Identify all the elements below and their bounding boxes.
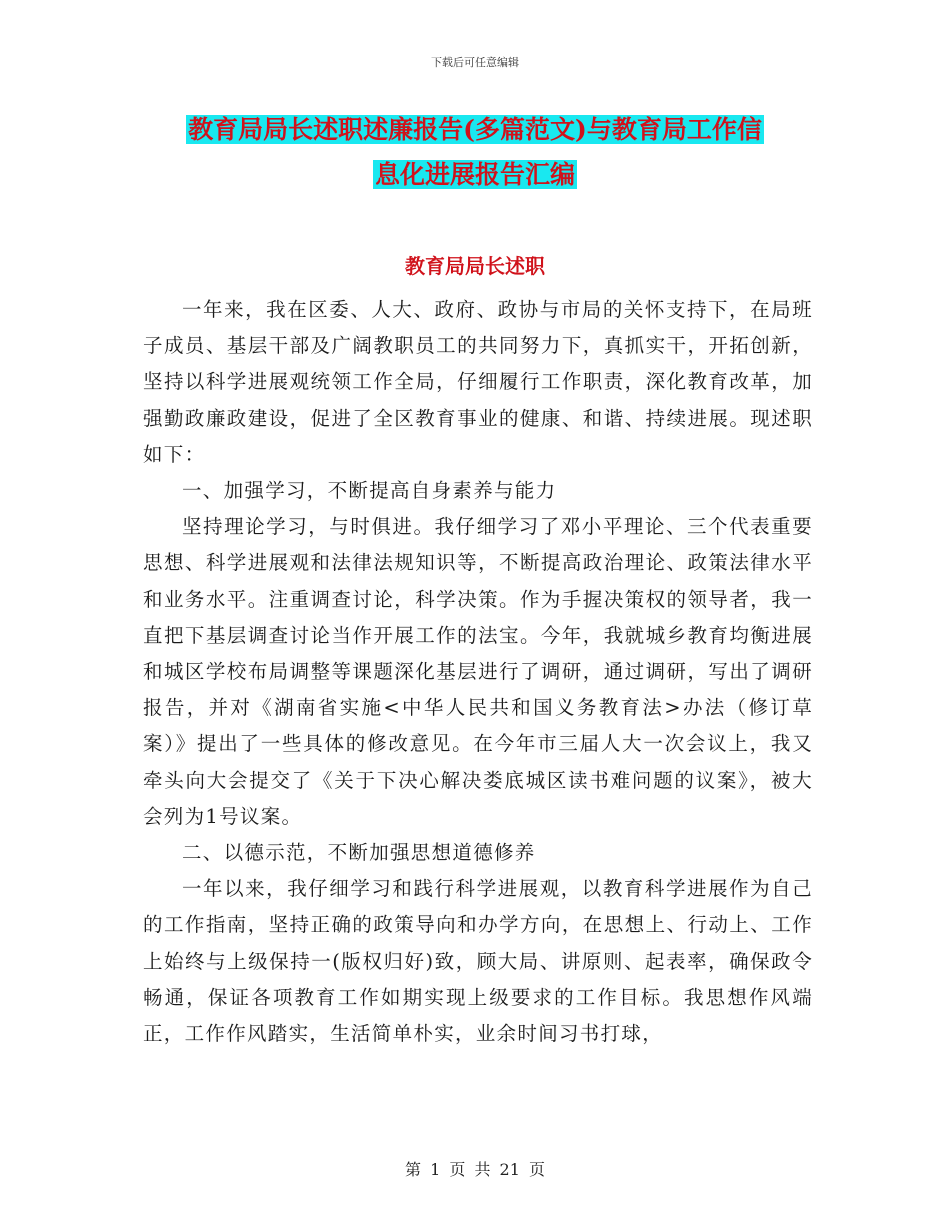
section-title: 教育局局长述职 [405, 254, 545, 278]
page-number-footer: 第 1 页 共 21 页 [405, 1160, 545, 1179]
document-title-line-1: 教育局局长述职述廉报告(多篇范文)与教育局工作信 [188, 115, 762, 144]
paragraph: 一、加强学习，不断提高自身素养与能力 [182, 479, 557, 503]
document-body [143, 292, 813, 1052]
page-header-note: 下载后可任意编辑 [431, 56, 519, 69]
paragraph: 坚持理论学习，与时俱进。我仔细学习了邓小平理论、三个代表重要思想、科学进展观和法律法规知识等，不断提高政治理论、政策法律水平和业务水平。注重调查讨论，科学决策。作为手握决策权的领导者，我一直把下基层调查讨论当作开展工作的法宝。今年，我就城乡教育均衡进展和城区学校布局调整等课题深化基层进行了调研，通过调研，写出了调研报告，并对《湖南省实施<中华人民共和国义务教育法>办法（修订草案）》提出了一些具体的修改意见。在今年市三届人大一次会议上，我又牵头向大会提交了《关于下决心解决娄底城区读书难问题的议案》，被大会列为1号议案。 [143, 515, 813, 828]
paragraph: 二、以德示范，不断加强思想道德修养 [182, 841, 536, 865]
paragraph: 一年以来，我仔细学习和践行科学进展观，以教育科学进展作为自己的工作指南，坚持正确的政策导向和办学方向，在思想上、行动上、工作上始终与上级保持一(版权归好)致，顾大局、讲原则、起表率，确保政令畅通，保证各项教育工作如期实现上级要求的工作目标。我思想作风端正，工作作风踏实，生活简单朴实，业余时间习书打球， [143, 877, 813, 1046]
document-title-line-2: 息化进展报告汇编 [374, 160, 575, 189]
paragraph: 一年来，我在区委、人大、政府、政协与市局的关怀支持下，在局班子成员、基层干部及广阔教职员工的共同努力下，真抓实干，开拓创新，坚持以科学进展观统领工作全局，仔细履行工作职责，深化教育改革，加强勤政廉政建设，促进了全区教育事业的健康、和谐、持续进展。现述职如下： [143, 298, 813, 466]
